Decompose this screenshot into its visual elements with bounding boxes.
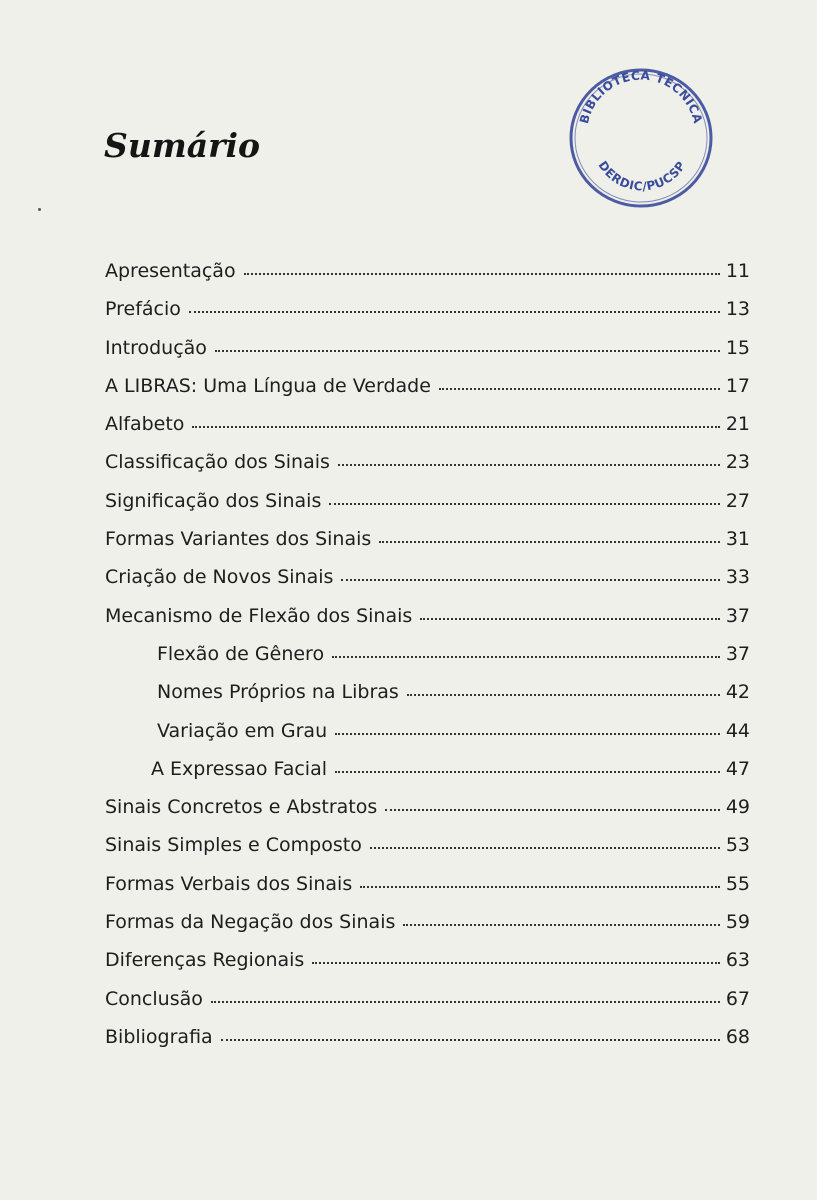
- toc-entry: [105, 903, 750, 941]
- toc-entry-title: Alfabeto: [105, 413, 185, 436]
- dot-leader: [211, 1000, 720, 1003]
- stamp-bottom-text: DERDIC/PUCSP: [595, 158, 689, 194]
- toc-entry: [105, 252, 750, 290]
- toc-entry-page: 59: [725, 911, 750, 934]
- toc-entry: [105, 941, 750, 979]
- toc-entry-page: 67: [725, 987, 750, 1010]
- toc-entry-page: 44: [725, 719, 750, 742]
- toc-entry: [105, 980, 750, 1018]
- stamp-top-text: BIBLIOTECA TECNICA: [576, 68, 706, 126]
- toc-entry-title: Formas da Negação dos Sinais: [105, 911, 396, 934]
- toc-entry-title: A LIBRAS: Uma Língua de Verdade: [105, 374, 431, 397]
- toc-entry-page: 37: [725, 604, 750, 627]
- toc-entry: [105, 1018, 750, 1056]
- toc-entry-page: 33: [725, 566, 750, 589]
- toc-entry-title: Bibliografia: [105, 1025, 213, 1048]
- toc-entry-title: Conclusão: [105, 987, 203, 1010]
- toc-entry: [105, 673, 750, 711]
- toc-entry: [105, 290, 750, 328]
- toc-entry: [105, 482, 750, 520]
- dot-leader: [244, 272, 720, 275]
- toc-entry-title: Prefácio: [105, 298, 181, 321]
- toc-entry-title: Nomes Próprios na Libras: [157, 681, 399, 704]
- toc-entry-page: 55: [725, 872, 750, 895]
- dot-leader: [403, 923, 720, 926]
- toc-entry-title: Variação em Grau: [157, 719, 328, 742]
- library-stamp-seal: [566, 64, 716, 210]
- toc-entry-title: Formas Verbais dos Sinais: [105, 872, 353, 895]
- toc-entry-page: 47: [725, 757, 750, 780]
- toc-entry-title: Diferenças Regionais: [105, 949, 305, 972]
- page-title: Sumário: [104, 126, 261, 165]
- toc-entry-title: Sinais Simples e Composto: [105, 834, 362, 857]
- toc-entry-page: 68: [725, 1025, 750, 1048]
- toc-entry: [105, 405, 750, 443]
- toc-entry-title: Apresentação: [105, 260, 236, 282]
- dot-leader: [215, 349, 720, 352]
- toc-entry-page: 63: [725, 949, 750, 972]
- toc-entry: [105, 520, 750, 558]
- dot-leader: [189, 310, 720, 313]
- dot-leader: [341, 578, 720, 581]
- dot-leader: [312, 961, 720, 964]
- toc-entry: [105, 865, 750, 903]
- dot-leader: [335, 732, 720, 735]
- toc-entry-title: Criação de Novos Sinais: [105, 566, 334, 589]
- toc-entry-page: 37: [725, 642, 750, 665]
- toc-entry-page: 11: [725, 260, 750, 282]
- dot-leader: [385, 808, 720, 811]
- dot-leader: [360, 885, 720, 888]
- toc-entry-page: 21: [725, 413, 750, 436]
- dot-leader: [338, 463, 720, 466]
- toc-entry: [105, 750, 750, 788]
- dot-leader: [221, 1038, 720, 1041]
- toc-entry: [105, 826, 750, 864]
- toc-entry: [105, 788, 750, 826]
- dot-leader: [420, 617, 720, 620]
- dot-leader: [329, 502, 720, 505]
- toc-entry-title: Classificação dos Sinais: [105, 451, 330, 474]
- toc-entry-title: Introdução: [105, 336, 207, 359]
- dot-leader: [439, 387, 720, 390]
- toc-entry-page: 15: [725, 336, 750, 359]
- toc-entry-page: 42: [725, 681, 750, 704]
- toc-entry: [105, 367, 750, 405]
- toc-entry-title: Formas Variantes dos Sinais: [105, 528, 372, 551]
- toc-entry-page: 27: [725, 489, 750, 512]
- toc-entry-title: Significação dos Sinais: [105, 489, 322, 512]
- toc-entry-page: 13: [725, 298, 750, 321]
- toc-entry-title: Sinais Concretos e Abstratos: [105, 796, 378, 819]
- toc-entry-page: 53: [725, 834, 750, 857]
- paper-speck: [38, 208, 41, 211]
- toc-entry-page: 17: [725, 374, 750, 397]
- dot-leader: [335, 770, 720, 773]
- dot-leader: [370, 846, 720, 849]
- toc-entry: [105, 635, 750, 673]
- dot-leader: [407, 693, 720, 696]
- toc-entry: [105, 329, 750, 367]
- table-of-contents: [105, 252, 750, 1056]
- toc-entry-page: 23: [725, 451, 750, 474]
- toc-entry-page: 49: [725, 796, 750, 819]
- library-stamp: [566, 64, 716, 210]
- toc-entry: [105, 443, 750, 481]
- toc-entry: [105, 558, 750, 596]
- toc-entry: [105, 597, 750, 635]
- dot-leader: [332, 655, 720, 658]
- dot-leader: [192, 425, 720, 428]
- toc-entry-title: Mecanismo de Flexão dos Sinais: [105, 604, 413, 627]
- toc-entry-title: Flexão de Gênero: [157, 642, 325, 665]
- toc-entry-title: A Expressao Facial: [151, 757, 328, 780]
- toc-entry-page: 31: [725, 528, 750, 551]
- dot-leader: [379, 540, 720, 543]
- toc-entry: [105, 712, 750, 750]
